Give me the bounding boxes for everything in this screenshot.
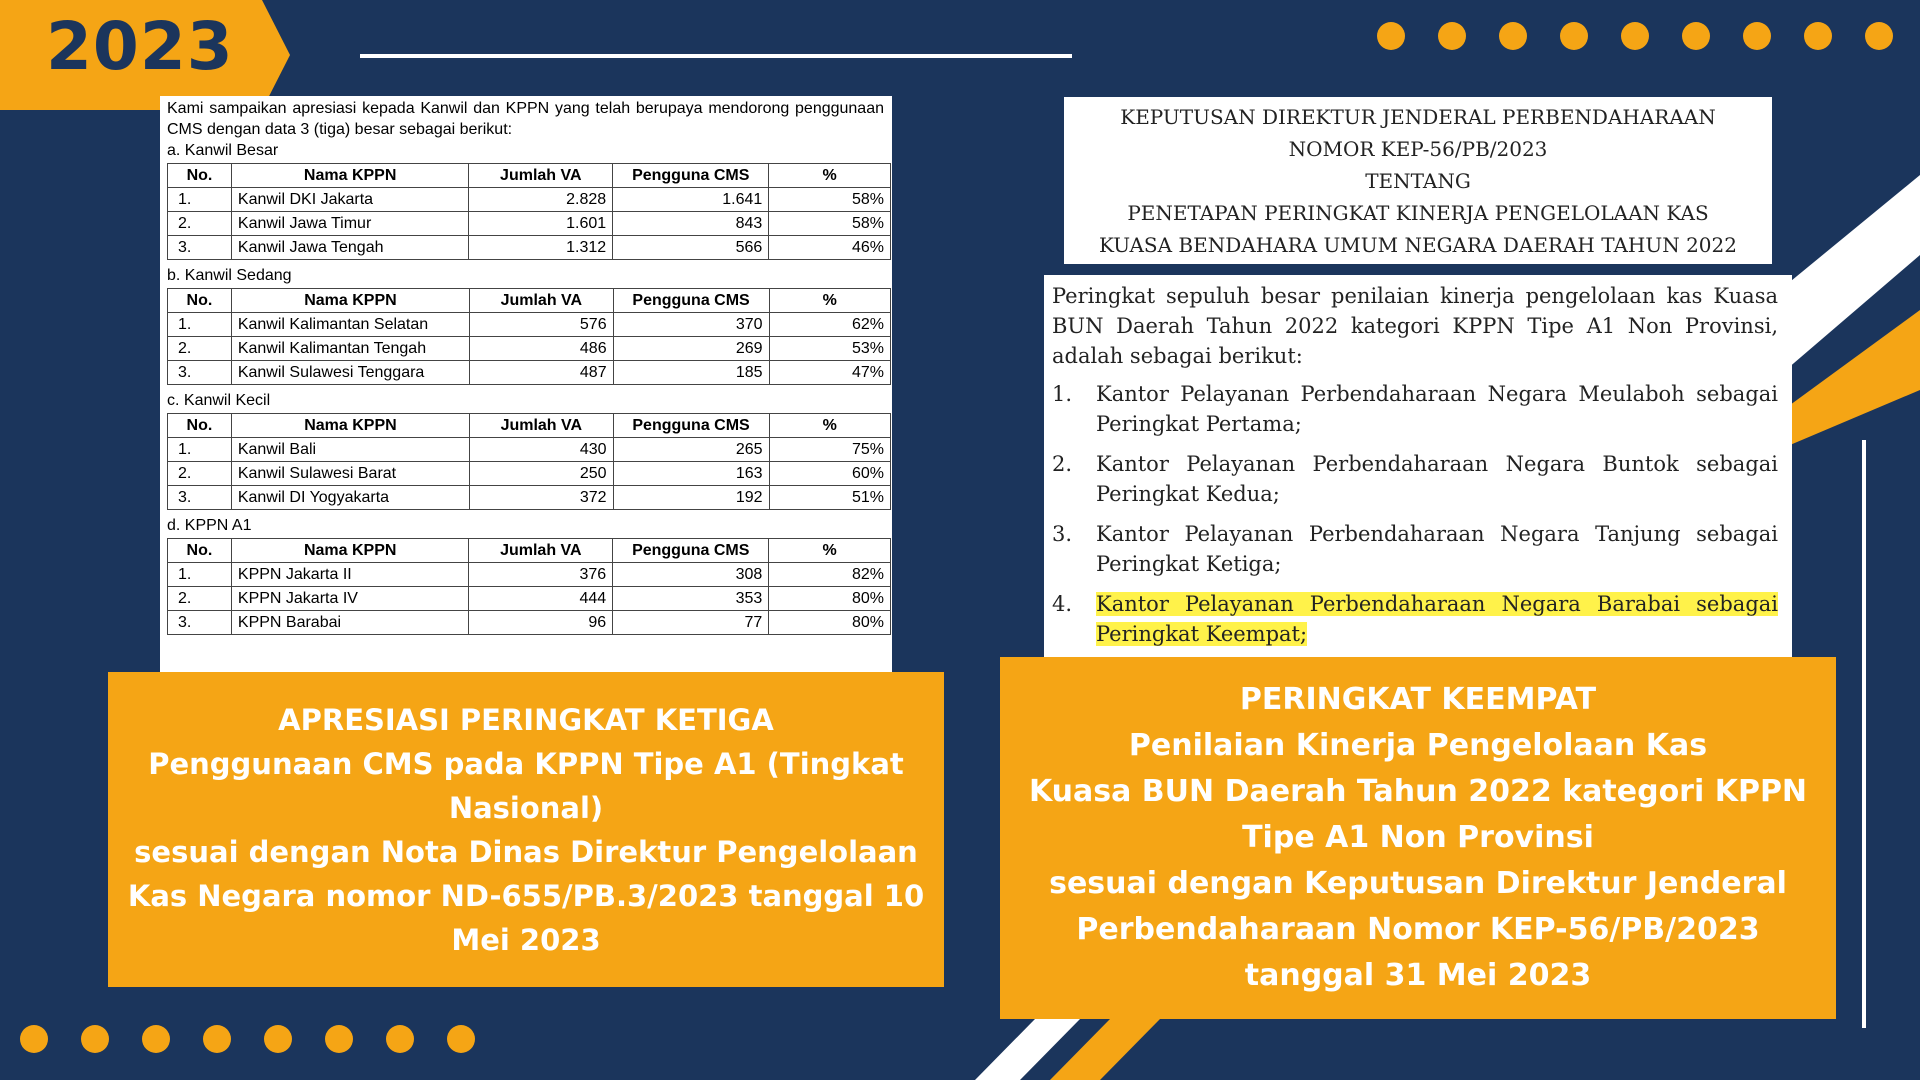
table-cell: 60% <box>769 462 890 486</box>
table-cell: 486 <box>470 337 614 361</box>
table-cell: 269 <box>613 337 769 361</box>
table-cell: Kanwil Jawa Timur <box>231 212 469 236</box>
table-cell: 1. <box>168 438 232 462</box>
table-row <box>168 486 891 510</box>
column-header: Jumlah VA <box>470 289 614 313</box>
column-header: % <box>769 414 890 438</box>
column-header: Pengguna CMS <box>613 414 769 438</box>
table-cell: 1. <box>168 563 232 587</box>
table-cell: 192 <box>613 486 769 510</box>
section-label: a. Kanwil Besar <box>167 142 279 159</box>
table-cell: 3. <box>168 486 232 510</box>
table-cell: 96 <box>469 611 613 635</box>
section-label: c. Kanwil Kecil <box>167 392 271 409</box>
table-cell: 46% <box>769 236 891 260</box>
decree-header <box>1064 97 1772 264</box>
cms-table <box>167 413 891 510</box>
caption-right <box>1000 657 1836 1019</box>
column-header: Pengguna CMS <box>613 164 769 188</box>
table-row <box>168 361 891 385</box>
decree-header-line: KUASA BENDAHARA UMUM NEGARA DAERAH TAHUN 2022 <box>1099 233 1737 257</box>
table-cell: 444 <box>469 587 613 611</box>
table-cell: 353 <box>613 587 769 611</box>
column-header: Pengguna CMS <box>613 289 769 313</box>
table-header-row <box>168 539 891 563</box>
ranking-number: 2. <box>1052 452 1073 476</box>
decree-header-line: TENTANG <box>1365 169 1471 193</box>
table-cell: 53% <box>769 337 890 361</box>
table-row <box>168 313 891 337</box>
decree-ranking-excerpt <box>1044 275 1792 657</box>
table-cell: 82% <box>769 563 891 587</box>
table-cell: 3. <box>168 361 232 385</box>
table-cell: 80% <box>769 587 891 611</box>
column-header: No. <box>168 539 232 563</box>
table-cell: 308 <box>613 563 769 587</box>
section-label: b. Kanwil Sedang <box>167 267 292 284</box>
table-cell: 1.641 <box>613 188 769 212</box>
column-header: Pengguna CMS <box>613 539 769 563</box>
table-cell: Kanwil DKI Jakarta <box>231 188 469 212</box>
year-label: 2023 <box>46 8 234 85</box>
table-cell: 487 <box>470 361 614 385</box>
table-cell: 75% <box>769 438 890 462</box>
table-header-row <box>168 289 891 313</box>
table-cell: KPPN Jakarta II <box>231 563 469 587</box>
ranking-item <box>1052 379 1778 439</box>
caption-right-subtitle: Penilaian Kinerja Pengelolaan Kas <box>1128 728 1708 763</box>
section-label: d. KPPN A1 <box>167 517 252 534</box>
caption-left-subtitle: Penggunaan CMS pada KPPN Tipe A1 (Tingkat Nasional) <box>148 747 904 825</box>
table-cell: Kanwil DI Yogyakarta <box>231 486 469 510</box>
table-row <box>168 236 891 260</box>
table-row <box>168 587 891 611</box>
column-header: No. <box>168 289 232 313</box>
decree-header-line: KEPUTUSAN DIREKTUR JENDERAL PERBENDAHARAAN <box>1120 105 1716 129</box>
table-cell: 51% <box>769 486 890 510</box>
cms-table <box>167 288 891 385</box>
table-cell: 2. <box>168 587 232 611</box>
ranking-number: 3. <box>1052 522 1073 546</box>
table-cell: Kanwil Kalimantan Selatan <box>231 313 469 337</box>
caption-left-reference: sesuai dengan Nota Dinas Direktur Pengelolaan Kas Negara nomor ND-655/PB.3/2023 tanggal 10 Mei 2023 <box>127 835 925 957</box>
table-cell: 80% <box>769 611 891 635</box>
table-cell: 2. <box>168 212 232 236</box>
table-cell: 265 <box>613 438 769 462</box>
table-row <box>168 188 891 212</box>
table-cell: 250 <box>470 462 614 486</box>
caption-right-category: Kuasa BUN Daerah Tahun 2022 kategori KPPN Tipe A1 Non Provinsi <box>1028 774 1808 855</box>
table-row <box>168 438 891 462</box>
document-intro: Kami sampaikan apresiasi kepada Kanwil dan KPPN yang telah berupaya mendorong penggunaan CMS dengan data 3 (tiga) besar sebagai berikut: <box>167 100 884 138</box>
table-cell: 185 <box>613 361 769 385</box>
ranking-text: Kantor Pelayanan Perbendaharaan Negara Tanjung sebagai Peringkat Ketiga; <box>1096 522 1778 576</box>
column-header: Nama KPPN <box>231 414 469 438</box>
ranking-item-highlighted <box>1052 589 1778 649</box>
column-header: % <box>769 539 891 563</box>
table-cell: 1.312 <box>469 236 613 260</box>
table-cell: 62% <box>769 313 890 337</box>
cms-table <box>167 538 891 635</box>
ranking-text-highlighted: Kantor Pelayanan Perbendaharaan Negara Barabai sebagai Peringkat Keempat; <box>1096 592 1778 646</box>
table-cell: 3. <box>168 611 232 635</box>
table-row <box>168 337 891 361</box>
table-row <box>168 462 891 486</box>
ranking-item <box>1052 449 1778 509</box>
table-cell: Kanwil Kalimantan Tengah <box>231 337 469 361</box>
table-cell: 1. <box>168 313 232 337</box>
caption-left-title: APRESIASI PERINGKAT KETIGA <box>278 703 774 737</box>
table-cell: 430 <box>470 438 614 462</box>
ranking-text: Kantor Pelayanan Perbendaharaan Negara Meulaboh sebagai Peringkat Pertama; <box>1096 382 1778 436</box>
caption-left <box>108 672 944 987</box>
table-cell: 576 <box>470 313 614 337</box>
ranking-intro: Peringkat sepuluh besar penilaian kinerja pengelolaan kas Kuasa BUN Daerah Tahun 2022 kategori KPPN Tipe A1 Non Provinsi, adalah sebagai berikut: <box>1052 284 1778 368</box>
table-cell: 77 <box>613 611 769 635</box>
cms-table <box>167 163 891 260</box>
table-cell: 376 <box>469 563 613 587</box>
ranking-number: 4. <box>1052 592 1073 616</box>
ranking-number: 1. <box>1052 382 1073 406</box>
table-cell: Kanwil Sulawesi Barat <box>231 462 469 486</box>
column-header: No. <box>168 164 232 188</box>
table-cell: 1. <box>168 188 232 212</box>
column-header: Jumlah VA <box>469 164 613 188</box>
ranking-item <box>1052 519 1778 579</box>
table-cell: 1.601 <box>469 212 613 236</box>
decree-header-line: NOMOR KEP-56/PB/2023 <box>1288 137 1548 161</box>
table-cell: 2.828 <box>469 188 613 212</box>
caption-right-title: PERINGKAT KEEMPAT <box>1239 682 1597 717</box>
table-cell: KPPN Barabai <box>231 611 469 635</box>
table-cell: 372 <box>470 486 614 510</box>
table-cell: 2. <box>168 462 232 486</box>
table-cell: 47% <box>769 361 890 385</box>
column-header: No. <box>168 414 232 438</box>
table-cell: 2. <box>168 337 232 361</box>
ranking-text: Kantor Pelayanan Perbendaharaan Negara Buntok sebagai Peringkat Kedua; <box>1096 452 1778 506</box>
vertical-divider-line <box>1862 440 1866 1028</box>
table-cell: 58% <box>769 188 891 212</box>
table-cell: 843 <box>613 212 769 236</box>
column-header: % <box>769 164 891 188</box>
decree-header-line: PENETAPAN PERINGKAT KINERJA PENGELOLAAN KAS <box>1127 201 1709 225</box>
table-cell: 163 <box>613 462 769 486</box>
ranking-text-wrap <box>1096 589 1778 649</box>
cms-appreciation-document <box>160 96 892 672</box>
kpps-sections <box>164 141 888 635</box>
table-cell: KPPN Jakarta IV <box>231 587 469 611</box>
table-row <box>168 563 891 587</box>
table-header-row <box>168 414 891 438</box>
column-header: Nama KPPN <box>231 289 469 313</box>
table-cell: 566 <box>613 236 769 260</box>
table-cell: 3. <box>168 236 232 260</box>
table-cell: 370 <box>613 313 769 337</box>
table-cell: Kanwil Jawa Tengah <box>231 236 469 260</box>
column-header: Jumlah VA <box>470 414 614 438</box>
column-header: Nama KPPN <box>231 164 469 188</box>
table-cell: 58% <box>769 212 891 236</box>
table-cell: Kanwil Bali <box>231 438 469 462</box>
table-header-row <box>168 164 891 188</box>
column-header: Jumlah VA <box>469 539 613 563</box>
column-header: % <box>769 289 890 313</box>
column-header: Nama KPPN <box>231 539 469 563</box>
table-row <box>168 212 891 236</box>
caption-right-reference: sesuai dengan Keputusan Direktur Jenderal Perbendaharaan Nomor KEP-56/PB/2023 tanggal 31 Mei 2023 <box>1049 866 1787 993</box>
table-row <box>168 611 891 635</box>
table-cell: Kanwil Sulawesi Tenggara <box>231 361 469 385</box>
